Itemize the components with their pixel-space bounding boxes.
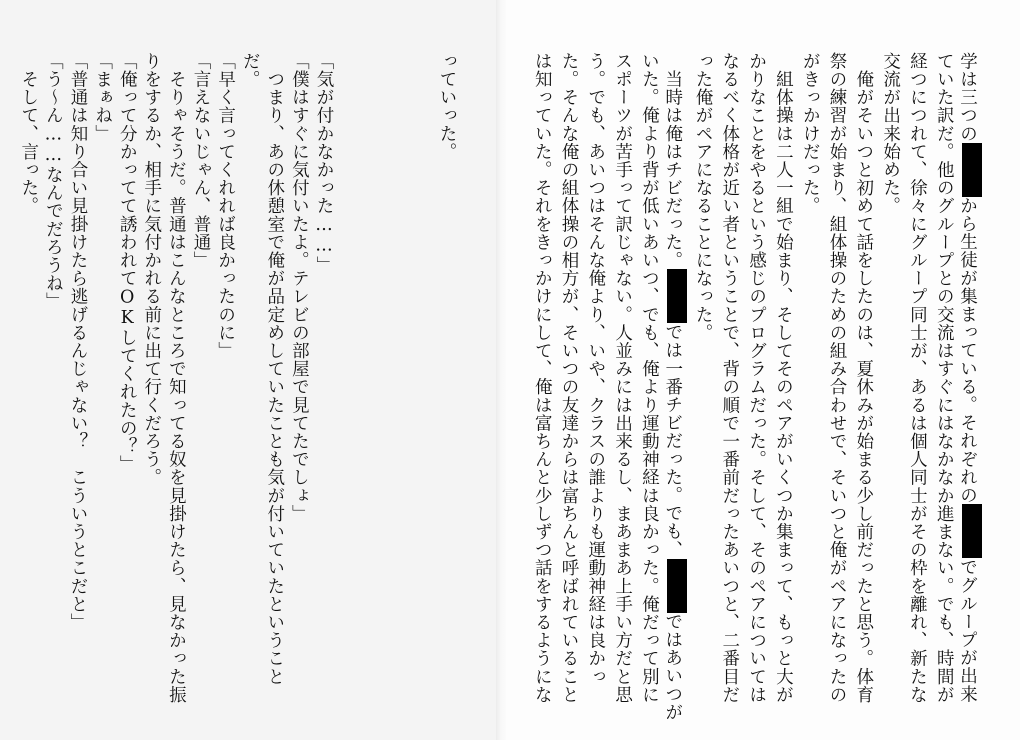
text-line: [313, 52, 335, 274]
text-line: [18, 52, 40, 215]
redaction-block: [962, 504, 982, 558]
text-segment: っていった。: [437, 52, 457, 161]
text-line: [165, 52, 187, 704]
text-segment: つまり、あの休憩室で俺が品定めしていたことも気が付いていたということ: [264, 52, 285, 686]
text-line: [116, 52, 138, 473]
text-segment: がきっかけだった。: [800, 52, 821, 215]
text-segment: 当時は俺はチビだった。: [662, 52, 683, 270]
text-segment: りをするか、相手に気付かれる前に出て行くだろう。: [141, 52, 162, 487]
text-segment: では一番チビだった。でも、: [662, 323, 683, 559]
text-line: [558, 52, 580, 704]
text-segment: ていた訳だ。他のグループとの交流はすぐにはなかなか進まない。でも、時間が: [934, 52, 955, 704]
text-line: [799, 52, 821, 215]
text-line: [531, 52, 553, 704]
right-page: [500, 0, 1020, 740]
text-line: [662, 52, 687, 722]
text-segment: いた。俺より背が低いあいつ、でも、俺より運動神経は良かった。俺だって別に: [639, 52, 660, 704]
text-line: [42, 52, 64, 310]
text-line: [92, 52, 114, 143]
text-line: [826, 52, 848, 704]
text-segment: かりなことをやるという感じのプログラムだった。そして、そのペアについては: [746, 52, 767, 704]
text-segment: 「普通は知り合い見掛けたら逃げるんじゃない？ こういうとこだと」: [68, 52, 88, 632]
text-line: [141, 52, 163, 486]
text-line: [585, 52, 607, 686]
text-segment: から生徒が集まっている。それぞれの: [957, 196, 978, 505]
text-segment: う。でも、あいつはそんな俺より、いや、クラスの誰よりも運動神経は良かっ: [585, 52, 606, 686]
text-segment: 「言えないじゃん、普通」: [191, 52, 211, 270]
text-line: [880, 52, 902, 215]
text-line: [436, 52, 458, 161]
text-segment: 組体操は二人一組で始まり、そしてそのペアがいくつか集まって、もっと大が: [773, 52, 794, 704]
text-segment: 「僕はすぐに気付いたよ。テレビの部屋で見てたでしょ」: [289, 52, 310, 523]
text-line: [612, 52, 634, 704]
text-line: [719, 52, 741, 704]
text-line: [288, 52, 310, 523]
page-gutter: [496, 0, 506, 740]
text-segment: 交流が出来始めた。: [880, 52, 901, 215]
text-line: [638, 52, 660, 704]
text-line: [67, 52, 89, 631]
text-segment: 「俺って分かってて誘われてOKしてくれたの？」: [117, 52, 138, 474]
text-line: [215, 52, 237, 360]
text-line: [746, 52, 768, 704]
text-line: [957, 52, 982, 704]
text-segment: た。そんな俺の組体操の相方が、そいつの友達からは富ちんと呼ばれていること: [559, 52, 579, 704]
text-line: [853, 52, 875, 704]
text-segment: そして、言った。: [18, 52, 39, 215]
text-segment: 学は三つの: [957, 52, 978, 143]
text-line: [239, 52, 261, 88]
text-segment: だ。: [240, 52, 261, 89]
text-segment: そりゃそうだ。普通はこんなところで知ってる奴を見掛けたら、見なかった振: [166, 52, 187, 704]
text-line: [933, 52, 955, 704]
text-segment: でグループが出来: [957, 558, 978, 704]
text-line: [772, 52, 794, 704]
text-segment: 祭の練習が始まり、組体操のための組み合わせで、そいつと俺がペアになったの: [827, 52, 847, 704]
redaction-block: [962, 143, 982, 197]
text-segment: 経つにつれて、徐々にグループ同士が、あるは個人同士がその枠を離れ、新たな: [907, 52, 928, 704]
text-line: [264, 52, 286, 686]
text-segment: 俺がそいつと初めて話をしたのは、夏休みが始まる少し前だったと思う。体育: [853, 52, 874, 704]
text-segment: 「気が付かなかった……」: [314, 52, 334, 275]
text-line: [190, 52, 212, 269]
redaction-block: [667, 269, 687, 323]
text-segment: 「早く言ってくれれば良かったのに」: [215, 52, 236, 360]
redaction-block: [667, 559, 687, 613]
text-segment: は知っていた。それをきっかけにして、俺は富ちんと少しずつ話をするようにな: [532, 52, 553, 704]
left-page: [0, 0, 500, 740]
text-segment: ではあいつが: [662, 612, 683, 722]
text-line: [692, 52, 714, 342]
text-segment: 「う〜ん……なんでだろうね」: [43, 52, 64, 311]
text-segment: スポーツが苦手って訳じゃない。人並みには出来るし、まあまあ上手い方だと思: [612, 52, 633, 704]
text-segment: 「まぁね」: [92, 52, 113, 143]
text-line: [906, 52, 928, 704]
text-segment: った俺がペアになることになった。: [693, 52, 713, 342]
text-segment: なるべく体格が近い者ということで、背の順で一番前だったあいつと、二番目だ: [719, 52, 740, 704]
